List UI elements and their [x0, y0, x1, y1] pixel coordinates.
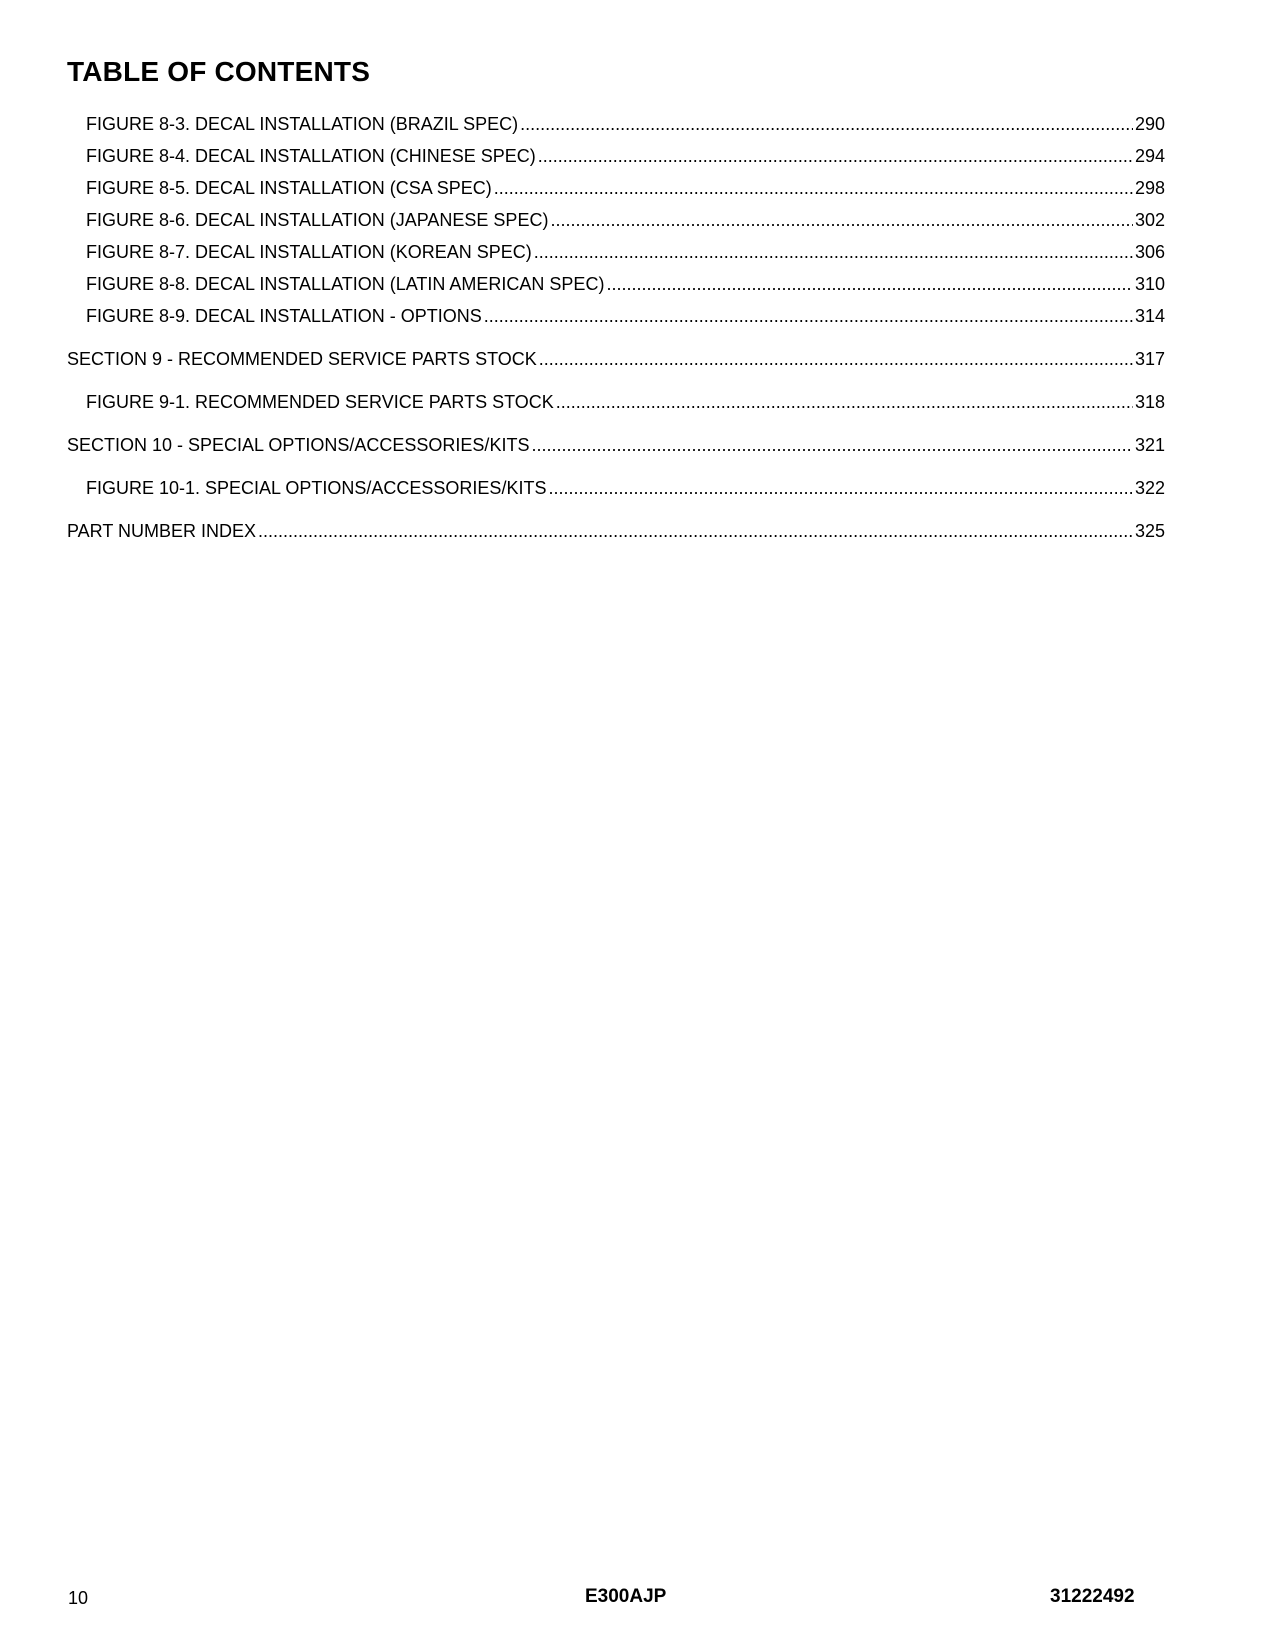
toc-entry-label: FIGURE 8-9. DECAL INSTALLATION - OPTIONS: [86, 306, 482, 326]
toc-entry-label: FIGURE 8-4. DECAL INSTALLATION (CHINESE SPEC): [86, 146, 536, 166]
dot-leader: [606, 268, 1133, 300]
dot-leader: [494, 172, 1133, 204]
dot-leader: [258, 515, 1133, 547]
toc-entry-figure-8-4[interactable]: [67, 140, 1165, 172]
toc-entry-page: 325: [1134, 521, 1165, 541]
toc-entry-label: FIGURE 8-5. DECAL INSTALLATION (CSA SPEC): [86, 178, 492, 198]
toc-entry-figure-8-5[interactable]: [67, 172, 1165, 204]
toc-entry-figure-8-9[interactable]: [67, 300, 1165, 332]
toc-entry-page: 317: [1134, 349, 1165, 369]
toc-entry-label: PART NUMBER INDEX: [67, 521, 257, 541]
toc-entry-page: 298: [1134, 178, 1165, 198]
dot-leader: [556, 386, 1133, 418]
dot-leader: [538, 140, 1133, 172]
toc-entry-label: FIGURE 9-1. RECOMMENDED SERVICE PARTS STOCK: [86, 392, 554, 412]
page-title: TABLE OF CONTENTS: [67, 56, 371, 87]
toc-entry-page: 321: [1134, 435, 1165, 455]
footer-model: E300AJP: [585, 1586, 667, 1607]
toc-entry-label: FIGURE 10-1. SPECIAL OPTIONS/ACCESSORIES/KITS: [86, 478, 547, 498]
dot-leader: [534, 236, 1133, 268]
toc-entry-section-10[interactable]: [67, 429, 1165, 461]
toc-entry-label: FIGURE 8-3. DECAL INSTALLATION (BRAZIL SPEC): [86, 114, 519, 134]
toc-entry-figure-9-1[interactable]: [67, 386, 1165, 418]
dot-leader: [548, 472, 1133, 504]
toc-entry-figure-8-8[interactable]: [67, 268, 1165, 300]
toc-entry-page: 310: [1134, 274, 1165, 294]
toc-entry-label: FIGURE 8-6. DECAL INSTALLATION (JAPANESE SPEC): [86, 210, 549, 230]
toc-entry-page: 322: [1134, 478, 1165, 498]
toc-entry-section-9[interactable]: [67, 343, 1165, 375]
page-footer: [0, 1588, 1275, 1618]
toc-entry-page: 306: [1134, 242, 1165, 262]
toc-entry-page: 318: [1134, 392, 1165, 412]
toc-entry-page: 314: [1134, 306, 1165, 326]
toc-entry-label: SECTION 9 - RECOMMENDED SERVICE PARTS STOCK: [67, 349, 537, 369]
toc-entry-page: 302: [1134, 210, 1165, 230]
table-of-contents: [67, 108, 1165, 547]
toc-entry-figure-8-7[interactable]: [67, 236, 1165, 268]
dot-leader: [520, 108, 1133, 140]
toc-entry-label: SECTION 10 - SPECIAL OPTIONS/ACCESSORIES/KITS: [67, 435, 530, 455]
dot-leader: [484, 300, 1133, 332]
dot-leader: [531, 429, 1133, 461]
footer-page-number: 10: [68, 1588, 89, 1608]
dot-leader: [550, 204, 1133, 236]
toc-entry-part-number-index[interactable]: [67, 515, 1165, 547]
toc-entry-label: FIGURE 8-8. DECAL INSTALLATION (LATIN AMERICAN SPEC): [86, 274, 605, 294]
toc-entry-figure-8-3[interactable]: [67, 108, 1165, 140]
toc-entry-page: 294: [1134, 146, 1165, 166]
toc-entry-label: FIGURE 8-7. DECAL INSTALLATION (KOREAN SPEC): [86, 242, 532, 262]
dot-leader: [539, 343, 1133, 375]
toc-entry-figure-8-6[interactable]: [67, 204, 1165, 236]
footer-document-number: 31222492: [1050, 1586, 1135, 1607]
toc-entry-figure-10-1[interactable]: [67, 472, 1165, 504]
toc-entry-page: 290: [1134, 114, 1165, 134]
